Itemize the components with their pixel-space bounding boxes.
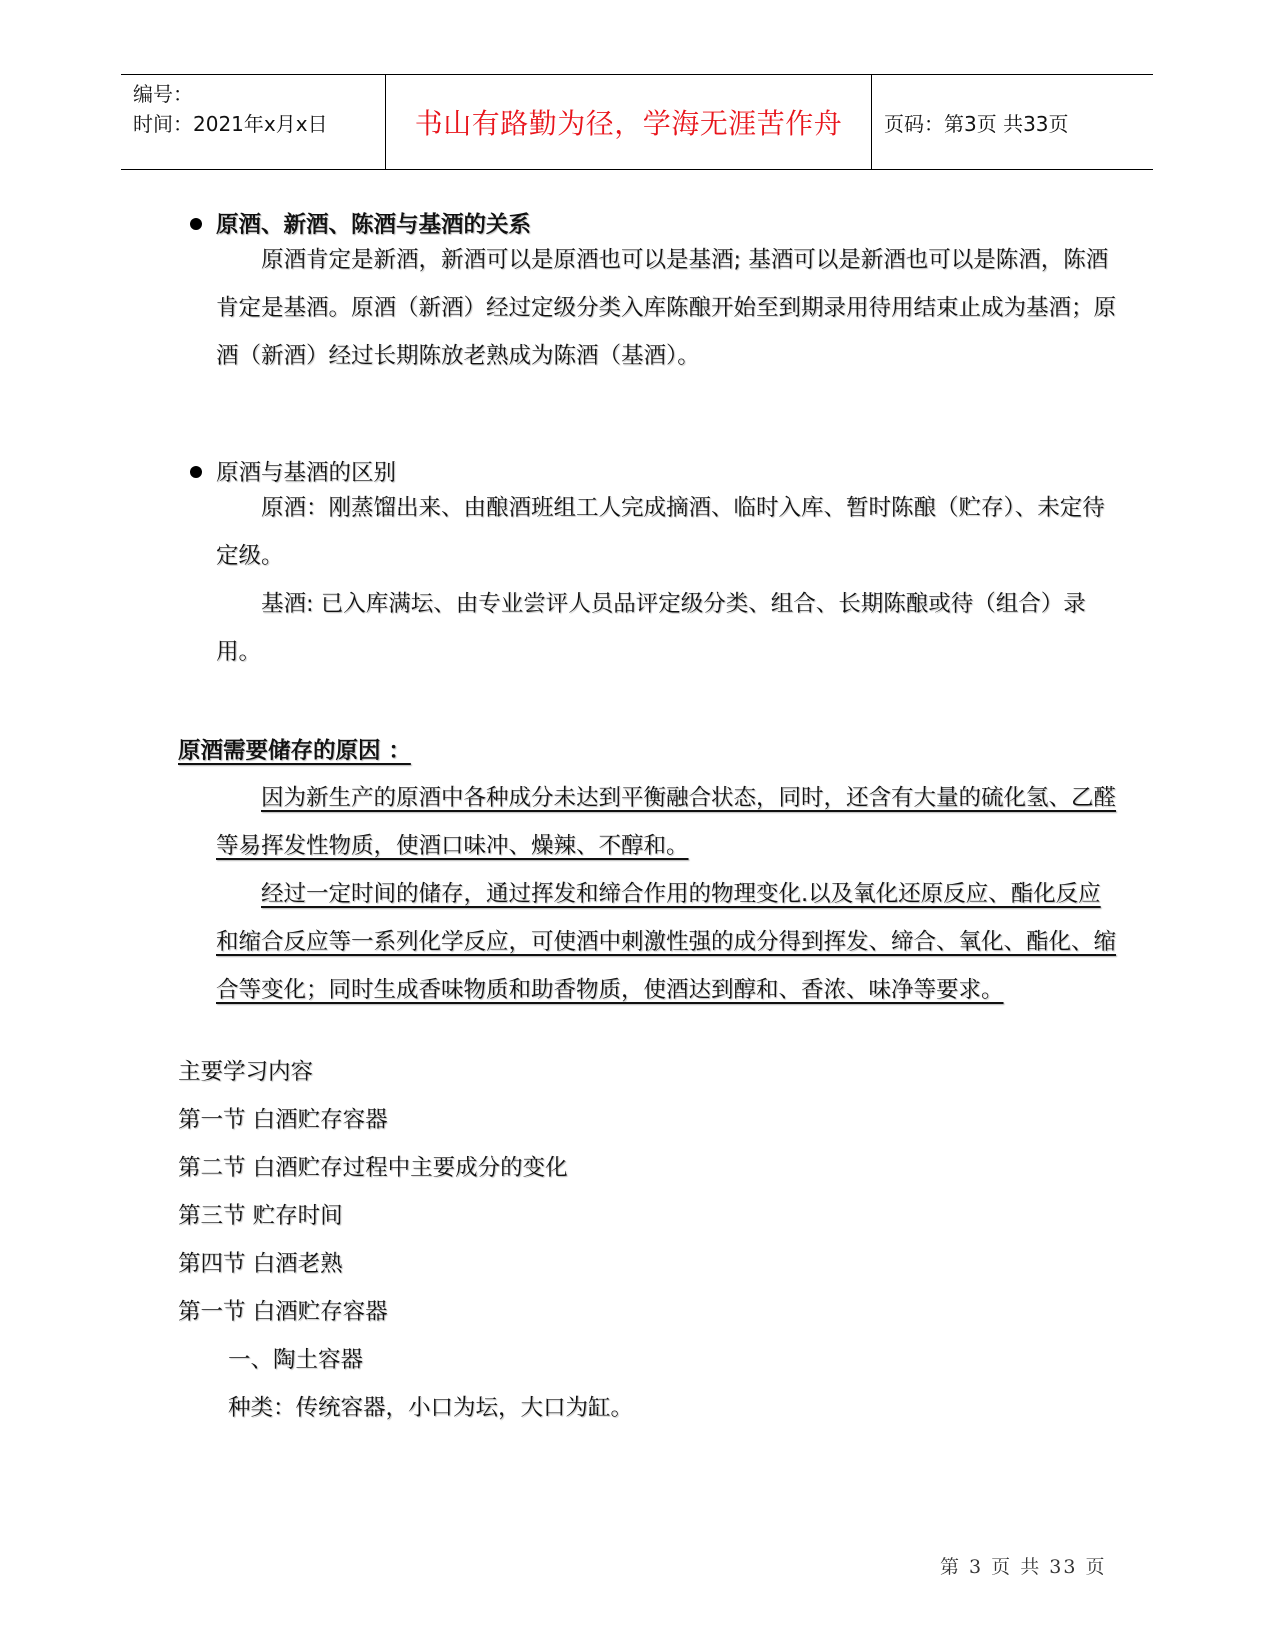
section-title: 原酒、新酒、陈酒与基酒的关系 [216, 212, 532, 238]
doc-time-label: 时间：2021年x月x日 [133, 112, 328, 136]
subsection-text: 种类：传统容器，小口为坛，大口为缸。 [228, 1395, 634, 1421]
bullet-icon [190, 218, 202, 230]
section-relationship [188, 212, 1118, 380]
contents-item: 第一节 白酒贮存容器 [178, 1299, 388, 1325]
contents-heading: 主要学习内容 [178, 1059, 314, 1085]
header-meta [121, 75, 385, 169]
section-title: 原酒需要储存的原因 ： [178, 738, 411, 764]
section-paragraph: 原酒肯定是新酒，新酒可以是原酒也可以是基酒; 基酒可以是新酒也可以是陈酒，陈酒肯定是基酒。原酒（新酒）经过定级分类入库陈酿开始至到期录用待用结束止成为基酒；原酒（新酒）经过长期陈放老熟成为陈酒（基酒）。 [216, 247, 1117, 369]
section-paragraph: 经过一定时间的储存，通过挥发和缔合作用的物理变化.以及氧化还原反应、酯化反应和缩合反应等一系列化学反应，可使酒中刺激性强的成分得到挥发、缔合、氧化、酯化、缩合等变化；同时生成香味物质和助香物质，使酒达到醇和、香浓、味净等要求。 [216, 881, 1117, 1003]
section-storage-reason [178, 738, 1118, 1014]
subsection-heading: 一、陶土容器 [228, 1347, 364, 1373]
section-difference [188, 460, 1118, 676]
section-title: 原酒与基酒的区别 [216, 460, 397, 486]
header-motto: 书山有路勤为径，学海无涯苦作舟 [385, 75, 872, 169]
contents-item: 第一节 白酒贮存容器 [178, 1107, 388, 1133]
contents-list [178, 1048, 1118, 1432]
section-paragraph: 基酒: 已入库满坛、由专业尝评人员品评定级分类、组合、长期陈酿或待（组合）录用。 [216, 591, 1086, 665]
contents-item: 第四节 白酒老熟 [178, 1251, 343, 1277]
contents-item: 第三节 贮存时间 [178, 1203, 343, 1229]
page-footer: 第 3 页 共 33 页 [940, 1556, 1107, 1578]
document-body [178, 212, 1118, 1432]
page-header [121, 74, 1153, 170]
section-paragraph: 原酒：刚蒸馏出来、由酿酒班组工人完成摘酒、临时入库、暂时陈酿（贮存）、未定待定级。 [216, 495, 1105, 569]
contents-item: 第二节 白酒贮存过程中主要成分的变化 [178, 1155, 568, 1181]
section-paragraph: 因为新生产的原酒中各种成分未达到平衡融合状态，同时，还含有大量的硫化氢、乙醛等易挥发性物质，使酒口味冲、燥辣、不醇和。 [216, 785, 1117, 859]
header-page-info: 页码：第3页 共33页 [884, 111, 1069, 136]
bullet-icon [190, 466, 202, 478]
doc-number-label: 编号： [133, 82, 193, 106]
